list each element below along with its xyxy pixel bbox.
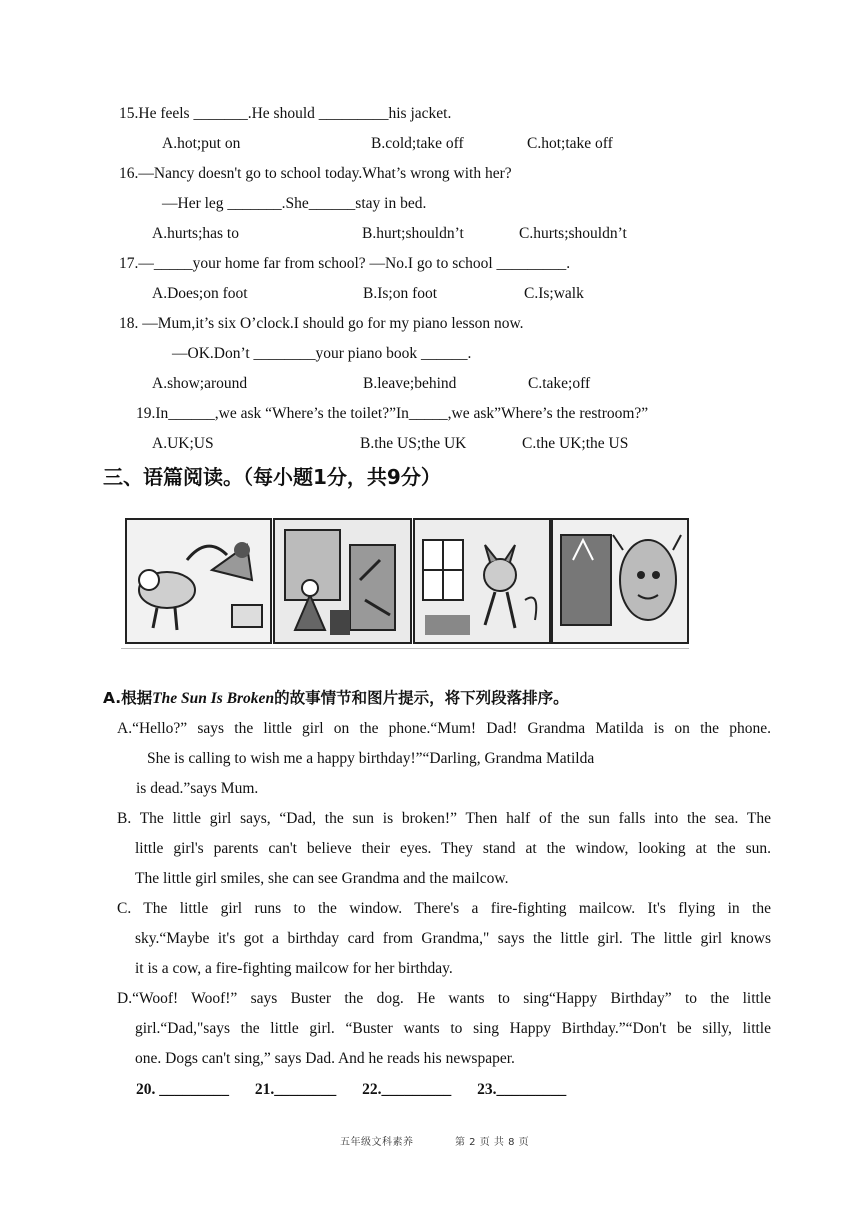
question-17-option-c[interactable]: C.Is;walk	[524, 285, 584, 302]
paragraph-d-line-1: D.“Woof! Woof!” says Buster the dog. He wants to sing“Happy Birthday” to the little	[117, 990, 771, 1007]
answer-blank-22[interactable]: 22._________	[362, 1081, 452, 1098]
paragraph-b	[117, 804, 771, 894]
question-18-stem: 18. —Mum,it’s six O’clock.I should go for my piano lesson now.	[119, 315, 524, 332]
paragraph-c	[117, 894, 771, 984]
question-15-option-b[interactable]: B.cold;take off	[371, 135, 464, 152]
paragraph-d-line-2: girl.“Dad,"says the little girl. “Buster wants to sing Happy Birthday.”“Don't be silly, little	[135, 1020, 771, 1037]
paragraph-d-line-3: one. Dogs can't sing,” says Dad. And he reads his newspaper.	[135, 1050, 515, 1067]
question-16-option-a[interactable]: A.hurts;has to	[152, 225, 239, 242]
question-15-stem: 15.He feels _______.He should _________his jacket.	[119, 105, 452, 122]
paragraph-c-line-3: it is a cow, a fire-fighting mailcow for her birthday.	[135, 960, 453, 977]
question-16-option-b[interactable]: B.hurt;shouldn’t	[362, 225, 464, 242]
footer-page-number: 第 2 页 共 8 页	[455, 1137, 530, 1148]
question-19-stem: 19.In______,we ask “Where’s the toilet?”In_____,we ask”Where’s the restroom?”	[136, 405, 649, 422]
broken-sun-drawing	[553, 520, 687, 642]
mailcow-flying-drawing	[127, 520, 270, 642]
question-17-stem: 17.—_____your home far from school? —No.I go to school _________.	[119, 255, 571, 272]
story-picture-1	[125, 518, 272, 644]
question-19-option-c[interactable]: C.the UK;the US	[522, 435, 629, 452]
part-a-prefix: A.根据	[103, 689, 153, 707]
paragraph-a-line-2: She is calling to wish me a happy birthday!”“Darling, Grandma Matilda	[147, 750, 595, 767]
story-picture-4	[551, 518, 689, 644]
paragraph-a-line-3: is dead.”says Mum.	[136, 780, 259, 797]
story-picture-strip	[121, 510, 689, 649]
part-a-suffix: 的故事情节和图片提示，将下列段落排序。	[274, 689, 569, 707]
question-18-option-b[interactable]: B.leave;behind	[363, 375, 457, 392]
answer-blank-20[interactable]: 20. _________	[136, 1081, 229, 1098]
girl-at-window-drawing	[275, 520, 410, 642]
paragraph-b-line-1: B. The little girl says, “Dad, the sun is broken!” Then half of the sun falls into the sea. The	[117, 810, 771, 827]
part-a-story-title: The Sun Is Broken	[152, 690, 275, 707]
paragraph-a	[117, 714, 771, 804]
question-17-option-b[interactable]: B.Is;on foot	[363, 285, 438, 302]
question-15-option-a[interactable]: A.hot;put on	[162, 135, 241, 152]
paragraph-a-line-1: A.“Hello?” says the little girl on the phone.“Mum! Dad! Grandma Matilda is on the phone.	[117, 720, 771, 737]
question-19-option-a[interactable]: A.UK;US	[152, 435, 214, 452]
story-picture-3	[413, 518, 551, 644]
question-18-option-a[interactable]: A.show;around	[152, 375, 248, 392]
question-15-option-c[interactable]: C.hot;take off	[527, 135, 613, 152]
story-picture-2	[273, 518, 412, 644]
footer-subject: 五年级文科素养	[340, 1137, 414, 1148]
paragraph-d	[117, 984, 771, 1074]
answer-blanks	[136, 1080, 588, 1100]
paragraph-c-line-1: C. The little girl runs to the window. There's a fire-fighting mailcow. It's flying in the	[117, 900, 771, 917]
question-18-option-c[interactable]: C.take;off	[528, 375, 591, 392]
answer-blank-21[interactable]: 21.________	[254, 1081, 337, 1098]
paragraph-b-line-2: little girl's parents can't believe their eyes. They stand at the window, looking at the sun.	[135, 840, 771, 857]
question-16-option-c[interactable]: C.hurts;shouldn’t	[519, 225, 627, 242]
question-16-stem-reply: —Her leg _______.She______stay in bed.	[162, 195, 427, 212]
question-18-stem-reply: —OK.Don’t ________your piano book ______.	[172, 345, 472, 362]
question-17-option-a[interactable]: A.Does;on foot	[152, 285, 248, 302]
part-a-instruction	[103, 688, 569, 709]
question-19-option-b[interactable]: B.the US;the UK	[360, 435, 467, 452]
paragraph-c-line-2: sky.“Maybe it's got a birthday card from Grandma," says the little girl. The little girl knows	[135, 930, 771, 947]
answer-blank-23[interactable]: 23._________	[477, 1081, 567, 1098]
section-3-heading: 三、语篇阅读。（每小题1分，共9分）	[103, 465, 441, 489]
question-16-stem: 16.—Nancy doesn't go to school today.What’s wrong with her?	[119, 165, 512, 182]
dog-singing-drawing	[415, 520, 549, 642]
paragraph-b-line-3: The little girl smiles, she can see Grandma and the mailcow.	[135, 870, 509, 887]
